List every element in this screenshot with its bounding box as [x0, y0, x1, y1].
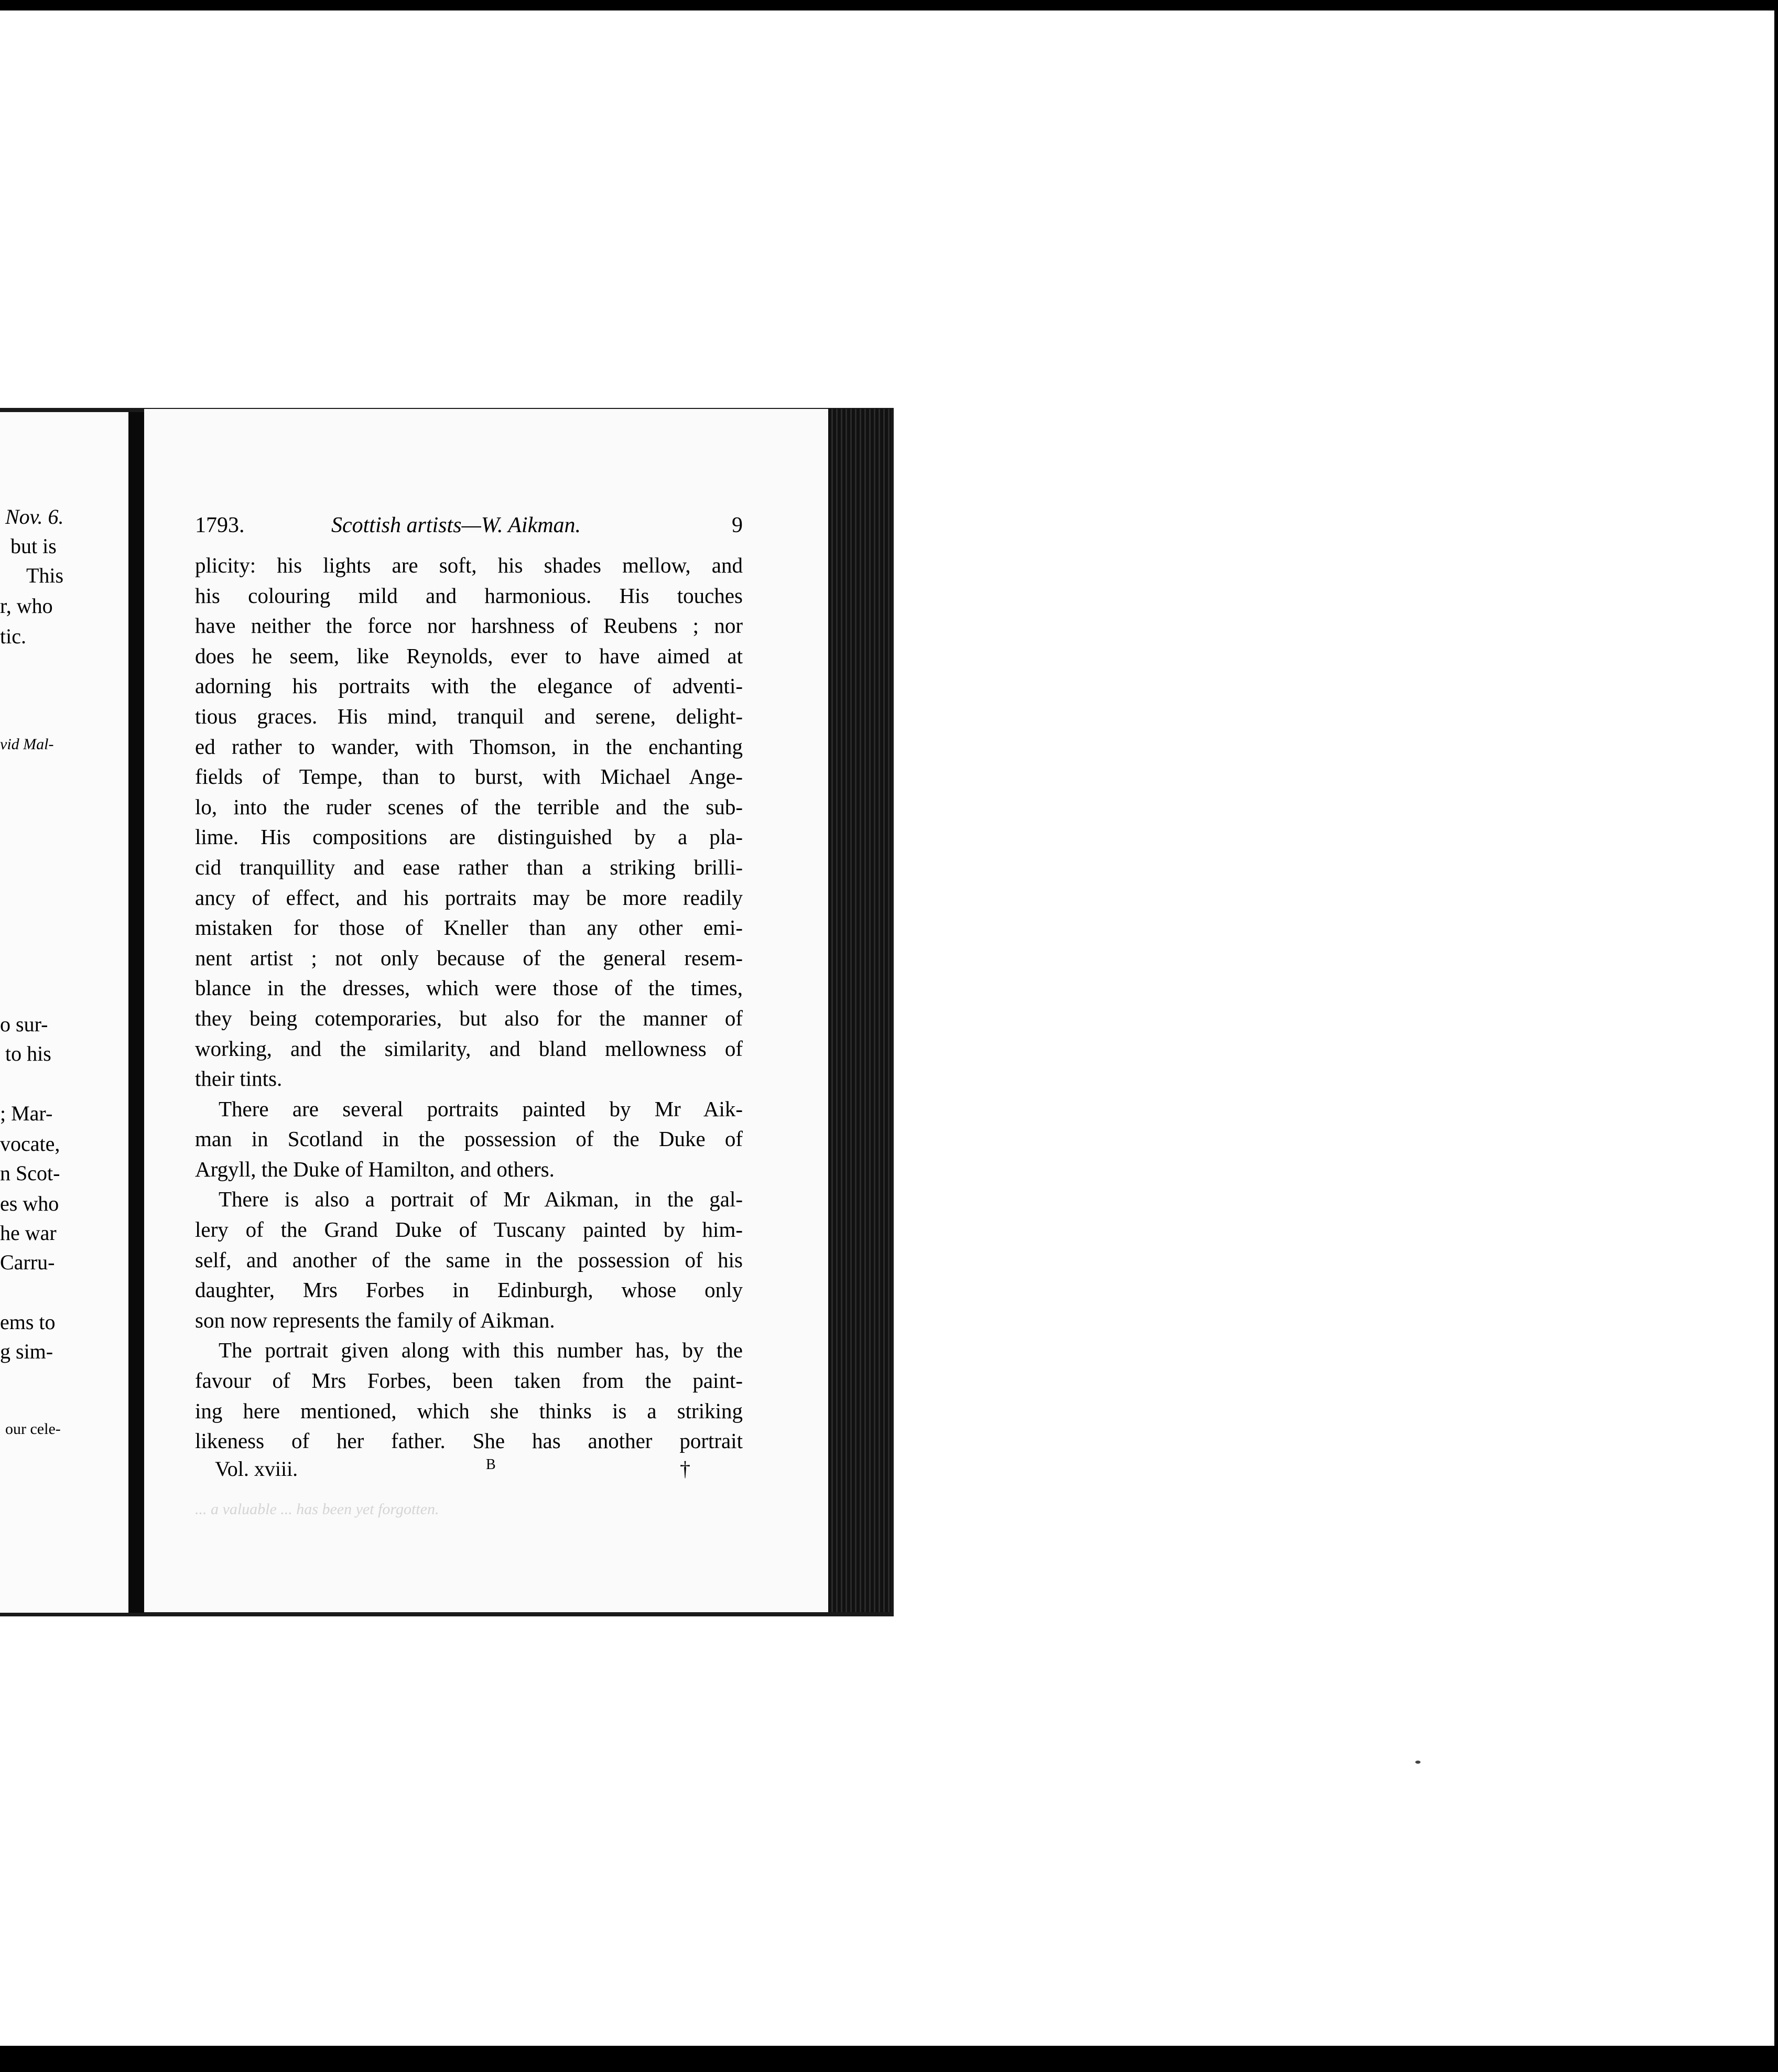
- left-page-fragment: Carru-: [0, 1250, 55, 1274]
- left-page-fragment: Nov. 6.: [5, 505, 64, 528]
- text-line: daughter, Mrs Forbes in Edinburgh, whose only: [195, 1278, 743, 1302]
- text-line: lo, into the ruder scenes of the terrible and the sub-: [195, 794, 743, 819]
- scan-right-border: [1775, 0, 1778, 2072]
- text-line: likeness of her father. She has another portrait: [195, 1429, 743, 1453]
- page-footer: [195, 1456, 743, 1486]
- volume-label: Vol. xviii.: [215, 1457, 298, 1481]
- left-page-fragment: n Scot-: [0, 1161, 60, 1185]
- text-line: Argyll, the Duke of Hamilton, and others.: [195, 1157, 555, 1181]
- body-text: [195, 551, 743, 1456]
- text-line: blance in the dresses, which were those of the times,: [195, 976, 743, 1000]
- left-page-fragment: vid Mal-: [0, 736, 54, 753]
- text-line: their tints.: [195, 1066, 283, 1091]
- left-page-fragment: r, who: [0, 594, 53, 618]
- text-line: son now represents the family of Aikman.: [195, 1308, 555, 1332]
- left-page: [0, 412, 128, 1613]
- text-line: The portrait given along with this number has, by the: [219, 1338, 743, 1363]
- left-page-fragment: o sur-: [0, 1012, 48, 1036]
- text-line: ancy of effect, and his portraits may be more readily: [195, 885, 743, 910]
- header-year: 1793.: [195, 513, 245, 537]
- book-gutter: [128, 412, 144, 1613]
- text-line: working, and the similarity, and bland mellowness of: [195, 1036, 743, 1061]
- text-line: plicity: his lights are soft, his shades mellow, and: [195, 553, 743, 577]
- text-line: self, and another of the same in the possession of his: [195, 1247, 743, 1272]
- text-line: favour of Mrs Forbes, been taken from the paint-: [195, 1368, 743, 1393]
- text-line: ed rather to wander, with Thomson, in the enchanting: [195, 734, 743, 759]
- text-line: have neither the force nor harshness of Reubens ; nor: [195, 613, 743, 638]
- left-page-fragment: he war: [0, 1221, 57, 1245]
- running-title: Scottish artists—W. Aikman.: [331, 513, 581, 537]
- left-page-fragment: to his: [5, 1042, 51, 1065]
- left-page-fragment: es who: [0, 1192, 59, 1215]
- text-line: lime. His compositions are distinguished by a pla-: [195, 825, 743, 849]
- signature-mark: B: [486, 1456, 496, 1473]
- text-line: nent artist ; not only because of the general resem-: [195, 945, 743, 970]
- left-page-fragment: our cele-: [5, 1420, 61, 1438]
- text-line: cid tranquillity and ease rather than a striking brilli-: [195, 855, 743, 879]
- text-line: does he seem, like Reynolds, ever to have aimed at: [195, 643, 743, 668]
- dust-speck: [1415, 1761, 1421, 1764]
- left-page-fragment: ems to: [0, 1310, 56, 1334]
- text-line: his colouring mild and harmonious. His touches: [195, 583, 743, 608]
- page-number: 9: [732, 513, 743, 537]
- scan-top-border: [0, 0, 1778, 10]
- left-page-fragment: g sim-: [0, 1340, 53, 1363]
- text-line: they being cotemporaries, but also for the manner of: [195, 1006, 743, 1030]
- dagger-mark: †: [680, 1457, 690, 1481]
- text-line: There are several portraits painted by Mr Aik-: [219, 1096, 743, 1121]
- page-edges: [828, 409, 891, 1612]
- text-line: lery of the Grand Duke of Tuscany painted by him-: [195, 1217, 743, 1242]
- running-header: [195, 513, 743, 542]
- text-line: mistaken for those of Kneller than any other emi-: [195, 915, 743, 940]
- scan-bottom-border: [0, 2046, 1778, 2072]
- left-page-fragment: ; Mar-: [0, 1102, 53, 1125]
- text-line: fields of Tempe, than to burst, with Michael Ange-: [195, 764, 743, 789]
- left-page-fragment: vocate,: [0, 1132, 60, 1156]
- text-line: tious graces. His mind, tranquil and serene, delight-: [195, 704, 743, 728]
- text-line: There is also a portrait of Mr Aikman, in the gal-: [219, 1187, 743, 1212]
- left-page-fragment: but is: [10, 534, 57, 558]
- left-page-fragment: This: [26, 564, 64, 587]
- bleed-through-text: ... a valuable ... has been yet forgotten.: [195, 1501, 439, 1518]
- text-line: man in Scotland in the possession of the Duke of: [195, 1127, 743, 1151]
- text-line: ing here mentioned, which she thinks is a striking: [195, 1398, 743, 1423]
- left-page-fragment: tic.: [0, 624, 26, 648]
- text-line: adorning his portraits with the elegance of adventi-: [195, 674, 743, 698]
